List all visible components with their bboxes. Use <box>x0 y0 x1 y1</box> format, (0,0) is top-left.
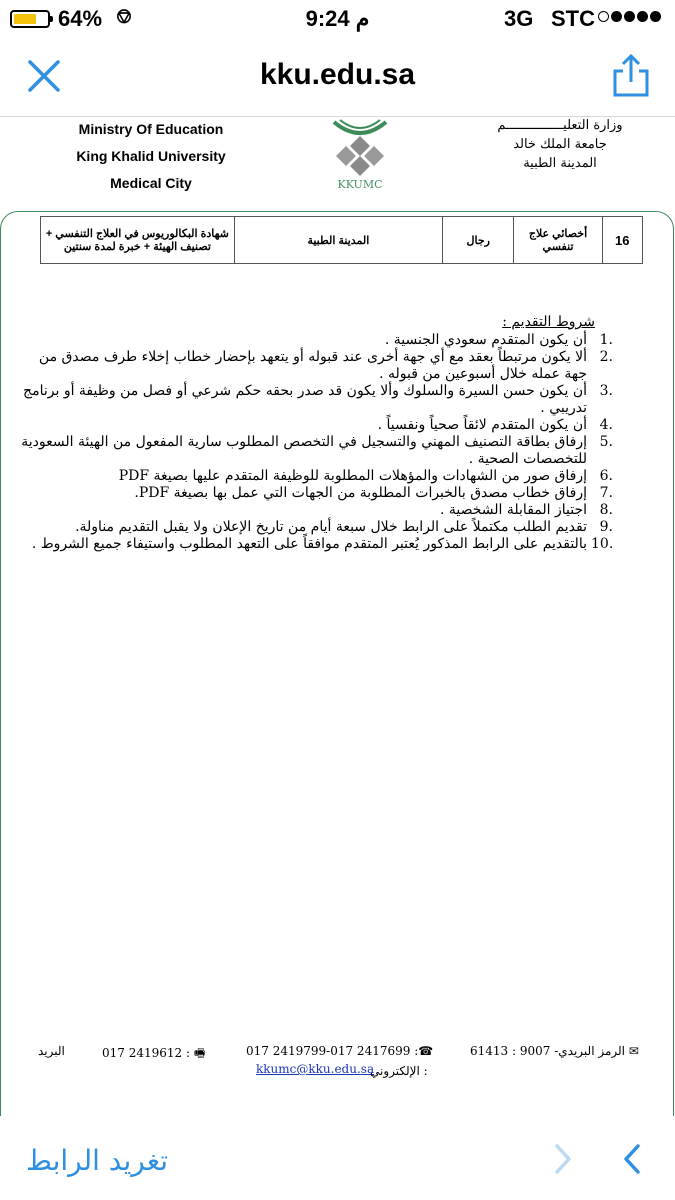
mail-envelope-icon: ✉ <box>628 1044 639 1058</box>
header-en-medical-city: Medical City <box>110 175 192 191</box>
browser-nav-bar <box>0 38 675 117</box>
header-en-university: King Khalid University <box>76 148 226 164</box>
logo-text: KKUMC <box>337 178 383 191</box>
list-item: أن يكون المتقدم لائقاً صحياً ونفسياً . 4. <box>377 417 613 433</box>
job-location: المدينة الطبية <box>234 217 442 264</box>
job-gender: رجال <box>443 217 514 264</box>
footer-mail-label: البريد <box>38 1044 65 1058</box>
header-ar-university: جامعة الملك خالد <box>513 137 607 152</box>
bottom-toolbar <box>0 1116 675 1200</box>
network-type: 3G <box>504 6 534 31</box>
list-item-continuation: للتخصصات الصحية . <box>468 451 587 467</box>
header-ar-ministry: وزارة التعليـــــــــــــــم <box>497 118 623 133</box>
header-arabic <box>445 116 675 173</box>
status-bar <box>0 0 675 38</box>
table-row <box>41 217 643 264</box>
document-viewer[interactable] <box>0 116 675 1116</box>
chevron-right-icon[interactable] <box>551 1140 575 1178</box>
fax-icon: 🖷 <box>193 1046 206 1060</box>
share-icon[interactable] <box>611 52 651 98</box>
phone-icon: ☎ <box>418 1044 434 1058</box>
list-item: اجتياز المقابلة الشخصية . 8. <box>439 502 613 518</box>
battery-percent: 64% <box>58 6 103 31</box>
footer-postal: 61413 : الرمز البريدي- 9007 ✉ <box>470 1044 639 1058</box>
chevron-left-icon[interactable] <box>620 1140 644 1178</box>
footer-email-link[interactable]: kkumc@kku.edu.sa <box>256 1062 375 1076</box>
page-url: kku.edu.sa <box>259 58 416 91</box>
footer-phone: 017 2419799-017 2417699 :☎ <box>246 1044 434 1058</box>
signal-strength-icon <box>598 11 661 22</box>
list-item: أن يكون المتقدم سعودي الجنسية . 1. <box>384 332 613 348</box>
list-item: إرفاق بطاقة التصنيف المهني والتسجيل في التخصص المطلوب سارية المفعول من الهيئة السعودية 5. <box>21 434 613 450</box>
header-ar-medical-city: المدينة الطبية <box>523 156 597 171</box>
list-item: أن يكون حسن السيرة والسلوك وألا يكون قد صدر بحقه حكم شرعي أو فصل من وظيفة أو برنامج 3. <box>23 383 613 399</box>
footer-fax: 017 2419612 : 🖷 <box>102 1046 206 1060</box>
job-title: أخصائي علاج تنفسي <box>514 217 602 264</box>
header-english <box>56 116 246 197</box>
job-qualification: شهادة البكالوريوس في العلاج التنفسي + تصنيف الهيئة + خبرة لمدة سنتين <box>41 217 235 264</box>
job-table <box>40 216 643 264</box>
list-item-continuation: جهة عمله خلال أسبوعين من قبوله . <box>379 366 587 382</box>
rotation-lock-icon: ⎊ <box>116 6 132 28</box>
list-item: ألا يكون مرتبطاً بعقد مع أي جهة أخرى عند قبوله أو يتعهد بإحضار خطاب إخلاء طرف مصدق من 2. <box>38 349 613 365</box>
list-item: بالتقديم على الرابط المذكور يُعتبر المتقدم موافقاً على التعهد المطلوب واستيفاء جميع الشروط . 10. <box>31 536 614 552</box>
carrier-name: STC <box>551 6 595 31</box>
header-en-ministry: Ministry Of Education <box>78 121 224 137</box>
job-number: 16 <box>602 217 642 264</box>
list-item: إرفاق صور من الشهادات والمؤهلات المطلوبة للوظيفة المتقدم عليها بصيغة PDF 6. <box>118 468 613 484</box>
conditions-title: شروط التقديم : <box>502 314 595 330</box>
kkumc-logo <box>322 116 398 196</box>
list-item: إرفاق خطاب مصدق بالخبرات المطلوبة من الجهات التي عمل بها بصيغة PDF. 7. <box>134 485 613 501</box>
conditions-list <box>18 332 613 553</box>
list-item: تقديم الطلب مكتملاً على الرابط خلال سبعة أيام من تاريخ الإعلان ولا يقبل التقديم مناولة. 9. <box>75 519 613 535</box>
tweet-link-button[interactable]: تغريد الرابط <box>26 1144 169 1177</box>
footer-email-label: الإلكتروني : <box>370 1064 428 1078</box>
status-time: 9:24 م <box>305 6 370 31</box>
list-item-continuation: تدريبي . <box>540 400 587 416</box>
